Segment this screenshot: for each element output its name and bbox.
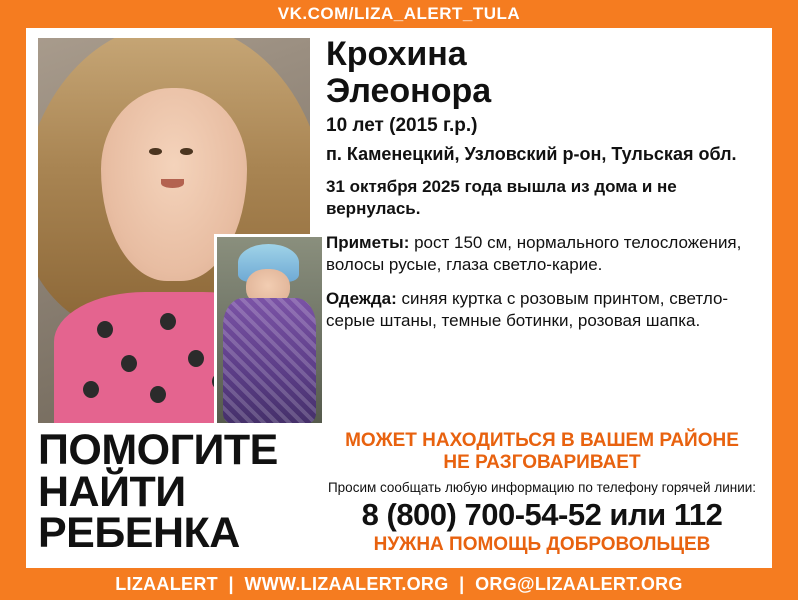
photo-eye-left bbox=[149, 148, 162, 156]
dress-dot bbox=[150, 386, 166, 403]
help-line-3: РЕБЕНКА bbox=[38, 509, 240, 558]
footer-org: LIZAALERT bbox=[115, 573, 218, 594]
clothes-label: Одежда: bbox=[326, 289, 397, 309]
person-clothes bbox=[326, 288, 758, 332]
poster-card bbox=[26, 28, 772, 568]
dress-dot bbox=[83, 381, 99, 398]
photo-column bbox=[38, 38, 310, 423]
person-firstname: Элеонора bbox=[326, 71, 492, 110]
secondary-photo bbox=[214, 234, 322, 423]
footer-separator-1: | bbox=[217, 573, 245, 594]
dress-dot bbox=[97, 321, 113, 338]
signs-value: рост 150 см, нормального телосложения, волосы русые, глаза светло-карие. bbox=[326, 233, 742, 275]
photo-eye-right bbox=[180, 148, 193, 156]
vk-banner bbox=[0, 0, 798, 28]
person-signs bbox=[326, 232, 758, 276]
help-line-2: НАЙТИ bbox=[38, 467, 186, 516]
callout-block bbox=[326, 430, 758, 556]
hotline-phone[interactable]: 8 (800) 700-54-52 или 112 bbox=[361, 496, 723, 532]
person-info bbox=[326, 36, 758, 345]
inset-jacket bbox=[223, 298, 315, 423]
person-location: п. Каменецкий, Узловский р-он, Тульская обл. bbox=[326, 144, 737, 165]
person-surname: Крохина bbox=[326, 35, 467, 73]
vk-banner-text: VK.COM/LIZA_ALERT_TULA bbox=[277, 4, 521, 23]
callout-line-2: НЕ РАЗГОВАРИВАЕТ bbox=[443, 451, 641, 473]
photo-mouth bbox=[161, 179, 185, 189]
volunteers-needed: НУЖНА ПОМОЩЬ ДОБРОВОЛЬЦЕВ bbox=[373, 533, 711, 555]
disappearance-circumstance: 31 октября 2025 года вышла из дома и не вернулась. bbox=[326, 176, 677, 219]
poster-footer bbox=[0, 568, 798, 600]
callout-note: Просим сообщать любую информацию по телефону горячей линии: bbox=[327, 479, 757, 495]
help-line-1: ПОМОГИТЕ bbox=[38, 426, 278, 474]
dress-dot bbox=[160, 313, 176, 330]
person-name bbox=[326, 36, 758, 109]
dress-dot bbox=[121, 355, 137, 372]
dress-dot bbox=[188, 350, 204, 367]
footer-email[interactable]: ORG@LIZAALERT.ORG bbox=[475, 573, 683, 594]
person-age: 10 лет (2015 г.р.) bbox=[326, 115, 478, 137]
clothes-value: синяя куртка с розовым принтом, светло-серые штаны, темные ботинки, розовая шапка. bbox=[326, 289, 729, 331]
footer-separator-2: | bbox=[448, 573, 476, 594]
help-find-child-block bbox=[38, 426, 310, 558]
footer-website[interactable]: WWW.LIZAALERT.ORG bbox=[244, 573, 449, 594]
callout-line-1: МОЖЕТ НАХОДИТЬСЯ В ВАШЕМ РАЙОНЕ bbox=[345, 430, 739, 451]
signs-label: Приметы: bbox=[326, 233, 410, 253]
